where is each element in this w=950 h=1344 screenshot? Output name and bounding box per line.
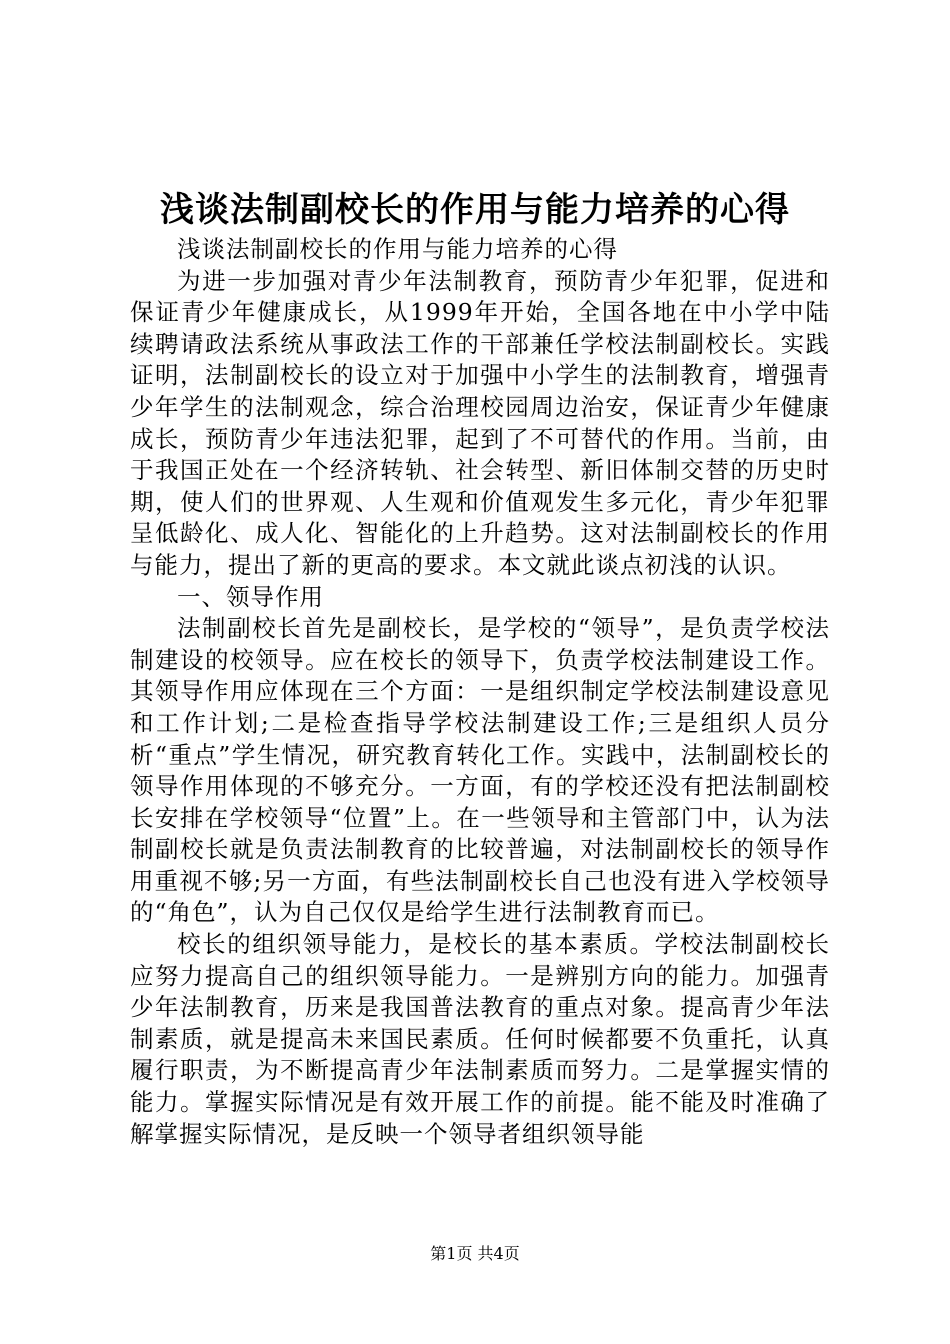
intro-paragraph: 为进一步加强对青少年法制教育，预防青少年犯罪，促进和保证青少年健康成长，从1999年开始，全国各地在中小学中陆续聘请政法系统从事政法工作的干部兼任学校法制副校长。实践证明，法制副校长的设立对于加强中小学生的法制教育，增强青少年学生的法制观念，综合治理校园周边治安，保证青少年健康成长，预防青少年违法犯罪，起到了不可替代的作用。当前，由于我国正处在一个经济转轨、社会转型、新旧体制交替的历史时期，使人们的世界观、人生观和价值观发生多元化，青少年犯罪呈低龄化、成人化、智能化的上升趋势。这对法制副校长的作用与能力，提出了新的更高的要求。本文就此谈点初浅的认识。 — [130, 266, 830, 579]
body-paragraph: 法制副校长首先是副校长，是学校的“领导”，是负责学校法制建设的校领导。应在校长的领导下，负责学校法制建设工作。其领导作用应体现在三个方面：一是组织制定学校法制建设意见和工作计划;二是检查指导学校法制建设工作;三是组织人员分析“重点”学生情况，研究教育转化工作。实践中，法制副校长的领导作用体现的不够充分。一方面，有的学校还没有把法制副校长安排在学校领导“位置”上。在一些领导和主管部门中，认为法制副校长就是负责法制教育的比较普遍，对法制副校长的领导作用重视不够;另一方面，有些法制副校长自己也没有进入学校领导的“角色”，认为自己仅仅是给学生进行法制教育而已。 — [130, 614, 830, 927]
document-body — [130, 234, 830, 1150]
page-footer: 第1页 共4页 — [430, 1244, 520, 1263]
subtitle-paragraph: 浅谈法制副校长的作用与能力培养的心得 — [177, 235, 618, 263]
document-title: 浅谈法制副校长的作用与能力培养的心得 — [160, 190, 790, 230]
section-heading: 一、领导作用 — [177, 582, 324, 611]
body-paragraph: 校长的组织领导能力，是校长的基本素质。学校法制副校长应努力提高自己的组织领导能力。一是辨别方向的能力。加强青少年法制教育，历来是我国普法教育的重点对象。提高青少年法制素质，就是提高未来国民素质。任何时候都要不负重托，认真履行职责，为不断提高青少年法制素质而努力。二是掌握实情的能力。掌握实际情况是有效开展工作的前提。能不能及时准确了解掌握实际情况，是反映一个领导者组织领导能 — [130, 930, 830, 1148]
